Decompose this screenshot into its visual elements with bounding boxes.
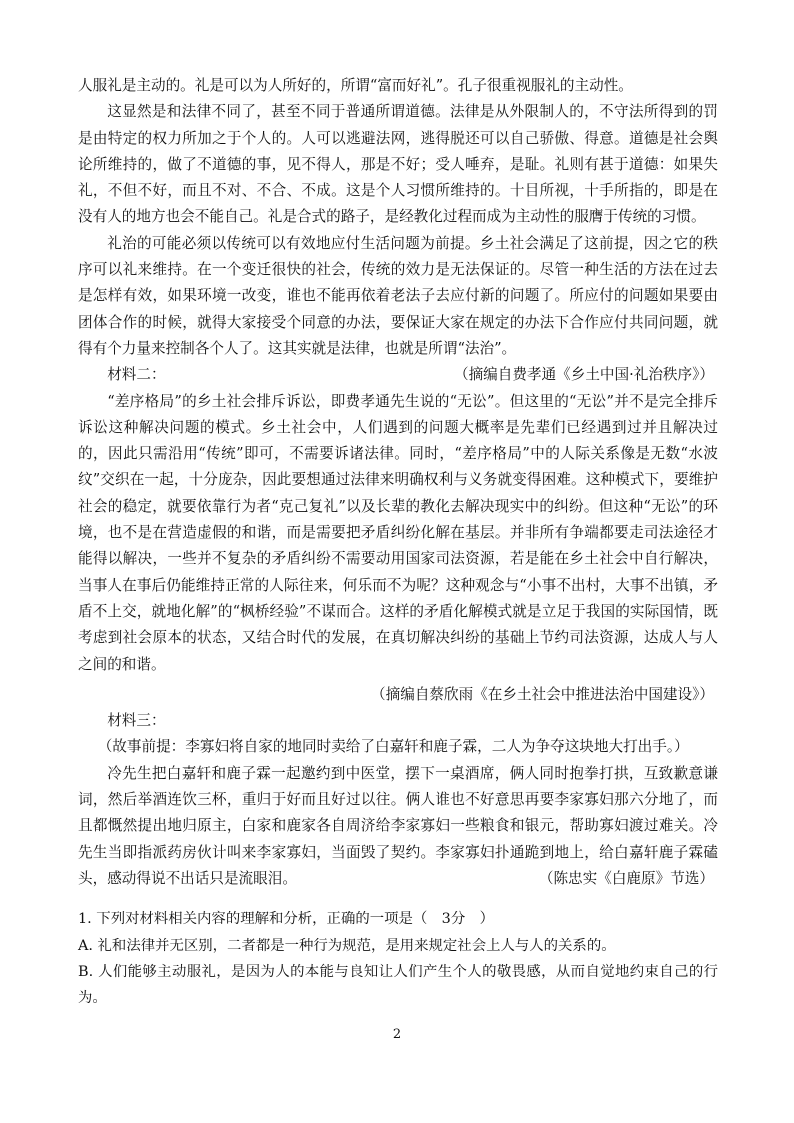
material1-paragraph-0: 人服礼是主动的。礼是可以为人所好的，所谓“富而好礼”。孔子很重视服礼的主动性。 (78, 77, 633, 94)
material3-paragraph-1 (78, 761, 718, 892)
question-1-stem: 1. 下列对材料相关内容的理解和分析，正确的一项是（ 3分 ） (78, 911, 495, 928)
question-1-option-b: B. 人们能够主动服礼，是因为人的本能与良知让人们产生个人的敬畏感，从而自觉地约束自己的行为。 (78, 963, 718, 1007)
material2-label: 材料二： (107, 366, 166, 384)
section-gap (78, 892, 718, 906)
material1-paragraph-2-text: 礼治的可能必须以传统可以有效地应付生活问题为前提。乡土社会满足了这前提，因之它的秩序可以礼来维持。在一个变迁很快的社会，传统的效力是无法保证的。尽管一种生活的方法在过去是怎样有效，如果环境一改变，谁也不能再依着老法子去应付新的问题了。所应付的问题如果要由团体合作的时候，就得大家接受个同意的办法，要保证大家在规定的办法下合作应付共同问题，就得有个力量来控制各个人了。这其实就是法律，也就是所谓“法治”。 (78, 234, 718, 357)
material2-paragraph-1: “差序格局”的乡土社会排斥诉讼，即费孝通先生说的“无讼”。但这里的“无讼”并不是完全排斥诉讼这种解决问题的模式。乡土社会中，人们遇到的问题大概率是先辈们已经遇到过并且解决过的，因此只需沿用“传统”即可，不需要诉诸法律。同时，“差序格局”中的人际关系像是无数“水波纹”交织在一起，十分庞杂，因此要想通过法律来明确权利与义务就变得困难。这种模式下，要维护社会的稳定，就要依靠行为者“克己复礼”以及长辈的教化去解决现实中的纠纷。但这种“无讼”的环境，也不是在营造虚假的和谐，而是需要把矛盾纠纷化解在基层。并非所有争端都要走司法途径才能得以解决，一些并不复杂的矛盾纠纷不需要动用国家司法资源，若是能在乡土社会中自行解决，当事人在事后仍能维持正常的人际往来，何乐而不为呢？这种观念与“小事不出村，大事不出镇，矛盾不上交，就地化解”的“枫桥经验”不谋而合。这样的矛盾化解模式就是立足于我国的实际国情，既考虑到社会原本的状态，又结合时代的发展，在真切解决纠纷的基础上节约司法资源，达成人与人之间的和谐。 (78, 392, 718, 673)
material3-source: （陈忠实《白鹿原》节选） (538, 869, 714, 887)
material1-source: （摘编自费孝通《乡土中国·礼治秩序》） (453, 366, 714, 384)
page-number: 2 (392, 1027, 402, 1042)
material3-paragraph-1-text: 冷先生把白嘉轩和鹿子霖一起邀约到中医堂，摆下一桌酒席，俩人同时抱拳打拱，互致歉意谦词，然后举酒连饮三杯，重归于好而且好过以往。俩人谁也不好意思再要李家寡妇那六分地了，而且都慨然提出地归原主，白家和鹿家各自周济给李家寡妇一些粮食和银元，帮助寡妇渡过难关。冷先生当即指派药房伙计叫来李家寡妇，当面毁了契约。李家寡妇扑通跪到地上，给白嘉轩鹿子霖磕头，感动得说不出话只是流眼泪。 (78, 764, 718, 887)
material3-label: 材料三： (107, 712, 166, 730)
question-1 (78, 906, 718, 1011)
material1-paragraph-1: 这显然是和法律不同了，甚至不同于普通所谓道德。法律是从外限制人的，不守法所得到的罚是由特定的权力所加之于个人的。人可以逃避法网，逃得脱还可以自己骄傲、得意。道德是社会舆论所维持的，做了不道德的事，见不得人，那是不好；受人唾弃，是耻。礼则有甚于道德：如果失礼，不但不好，而且不对、不合、不成。这是个人习惯所维持的。十目所视，十手所指的，即是在没有人的地方也会不能自己。礼是合式的路子，是经教化过程而成为主动性的服膺于传统的习惯。 (78, 103, 718, 226)
question-1-option-a: A. 礼和法律并无区别，二者都是一种行为规范，是用来规定社会上人与人的关系的。 (78, 937, 616, 954)
material3-premise: （故事前提：李寡妇将自家的地同时卖给了白嘉轩和鹿子霖，二人为争夺这块地大打出手。） (97, 738, 689, 756)
material2-source: （摘编自蔡欣雨《在乡土社会中推进法治中国建设》） (371, 685, 714, 703)
